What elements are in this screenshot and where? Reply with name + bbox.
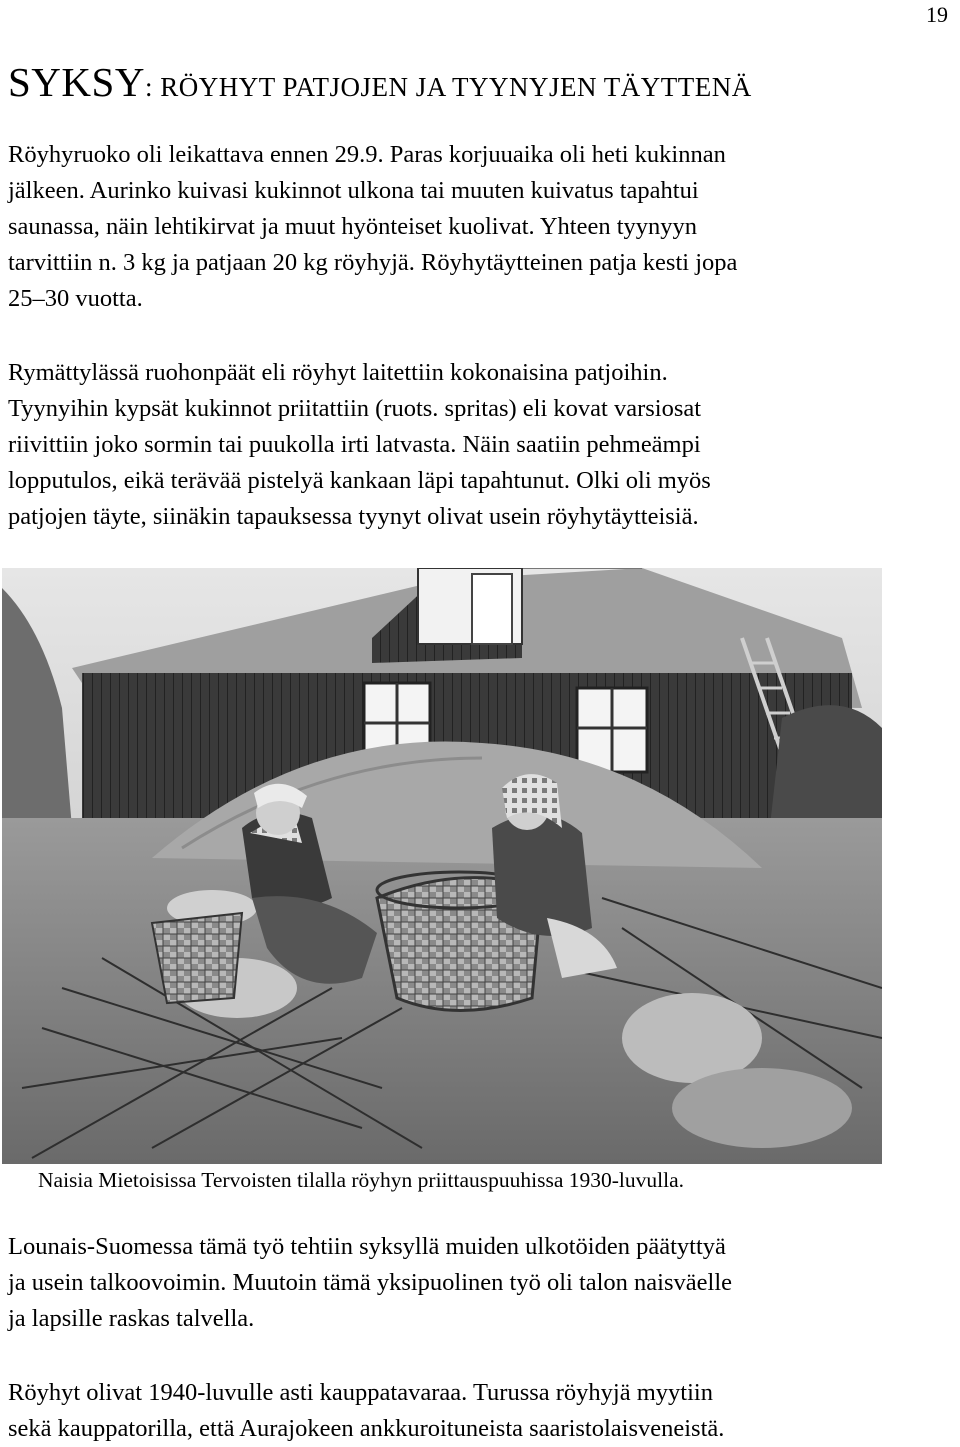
paragraph-4: [8, 1375, 948, 1447]
paragraph-1: [8, 137, 948, 317]
paragraph-line: tarvittiin n. 3 kg ja patjaan 20 kg röyhyjä. Röyhytäytteinen patja kesti jopa: [8, 249, 738, 276]
paragraph-line: Lounais-Suomessa tämä työ tehtiin syksyllä muiden ulkotöiden päätyttyä: [8, 1233, 726, 1260]
paragraph-line: ja lapsille raskas talvella.: [8, 1305, 255, 1332]
historical-photo: [2, 568, 882, 1164]
page-title: [8, 58, 752, 106]
title-main: SYKSY: [8, 59, 145, 105]
paragraph-line: 25–30 vuotta.: [8, 285, 143, 312]
page-number: 19: [926, 2, 948, 27]
paragraph-line: Rymättylässä ruohonpäät eli röyhyt laitettiin kokonaisina patjoihin.: [8, 359, 668, 386]
paragraph-line: Röyhyt olivat 1940-luvulle asti kauppatavaraa. Turussa röyhyjä myytiin: [8, 1379, 713, 1406]
paragraph-line: riivittiin joko sormin tai puukolla irti latvasta. Näin saatiin pehmeämpi: [8, 431, 701, 458]
house-window: [577, 688, 647, 772]
paragraph-line: sekä kauppatorilla, että Aurajokeen ankkuroituneista saaristolaisveneistä.: [8, 1415, 725, 1442]
paragraph-line: Röyhyruoko oli leikattava ennen 29.9. Paras korjuuaika oli heti kukinnan: [8, 141, 726, 168]
paragraph-line: lopputulos, eikä terävää pistelyä kankaan läpi tapahtunut. Olki oli myös: [8, 467, 711, 494]
paragraph-3: [8, 1229, 948, 1337]
title-rest: : RÖYHYT PATJOJEN JA TYYNYJEN TÄYTTENÄ: [144, 72, 752, 102]
paragraph-line: jälkeen. Aurinko kuivasi kukinnot ulkona tai muuten kuivatus tapahtui: [8, 177, 699, 204]
paragraph-line: ja usein talkoovoimin. Muutoin tämä yksipuolinen työ oli talon naisväelle: [8, 1269, 733, 1296]
paragraph-2: [8, 355, 948, 535]
paragraph-line: saunassa, näin lehtikirvat ja muut hyönteiset kuolivat. Yhteen tyynyyn: [8, 213, 698, 240]
photo-caption: Naisia Mietoisissa Tervoisten tilalla röyhyn priittauspuuhissa 1930-luvulla.: [38, 1168, 684, 1192]
paragraph-line: patjojen täyte, siinäkin tapauksessa tyynyt olivat usein röyhytäytteisiä.: [8, 503, 699, 530]
paragraph-line: Tyynyihin kypsät kukinnot priitattiin (ruots. spritas) eli kovat varsiosat: [8, 395, 702, 422]
